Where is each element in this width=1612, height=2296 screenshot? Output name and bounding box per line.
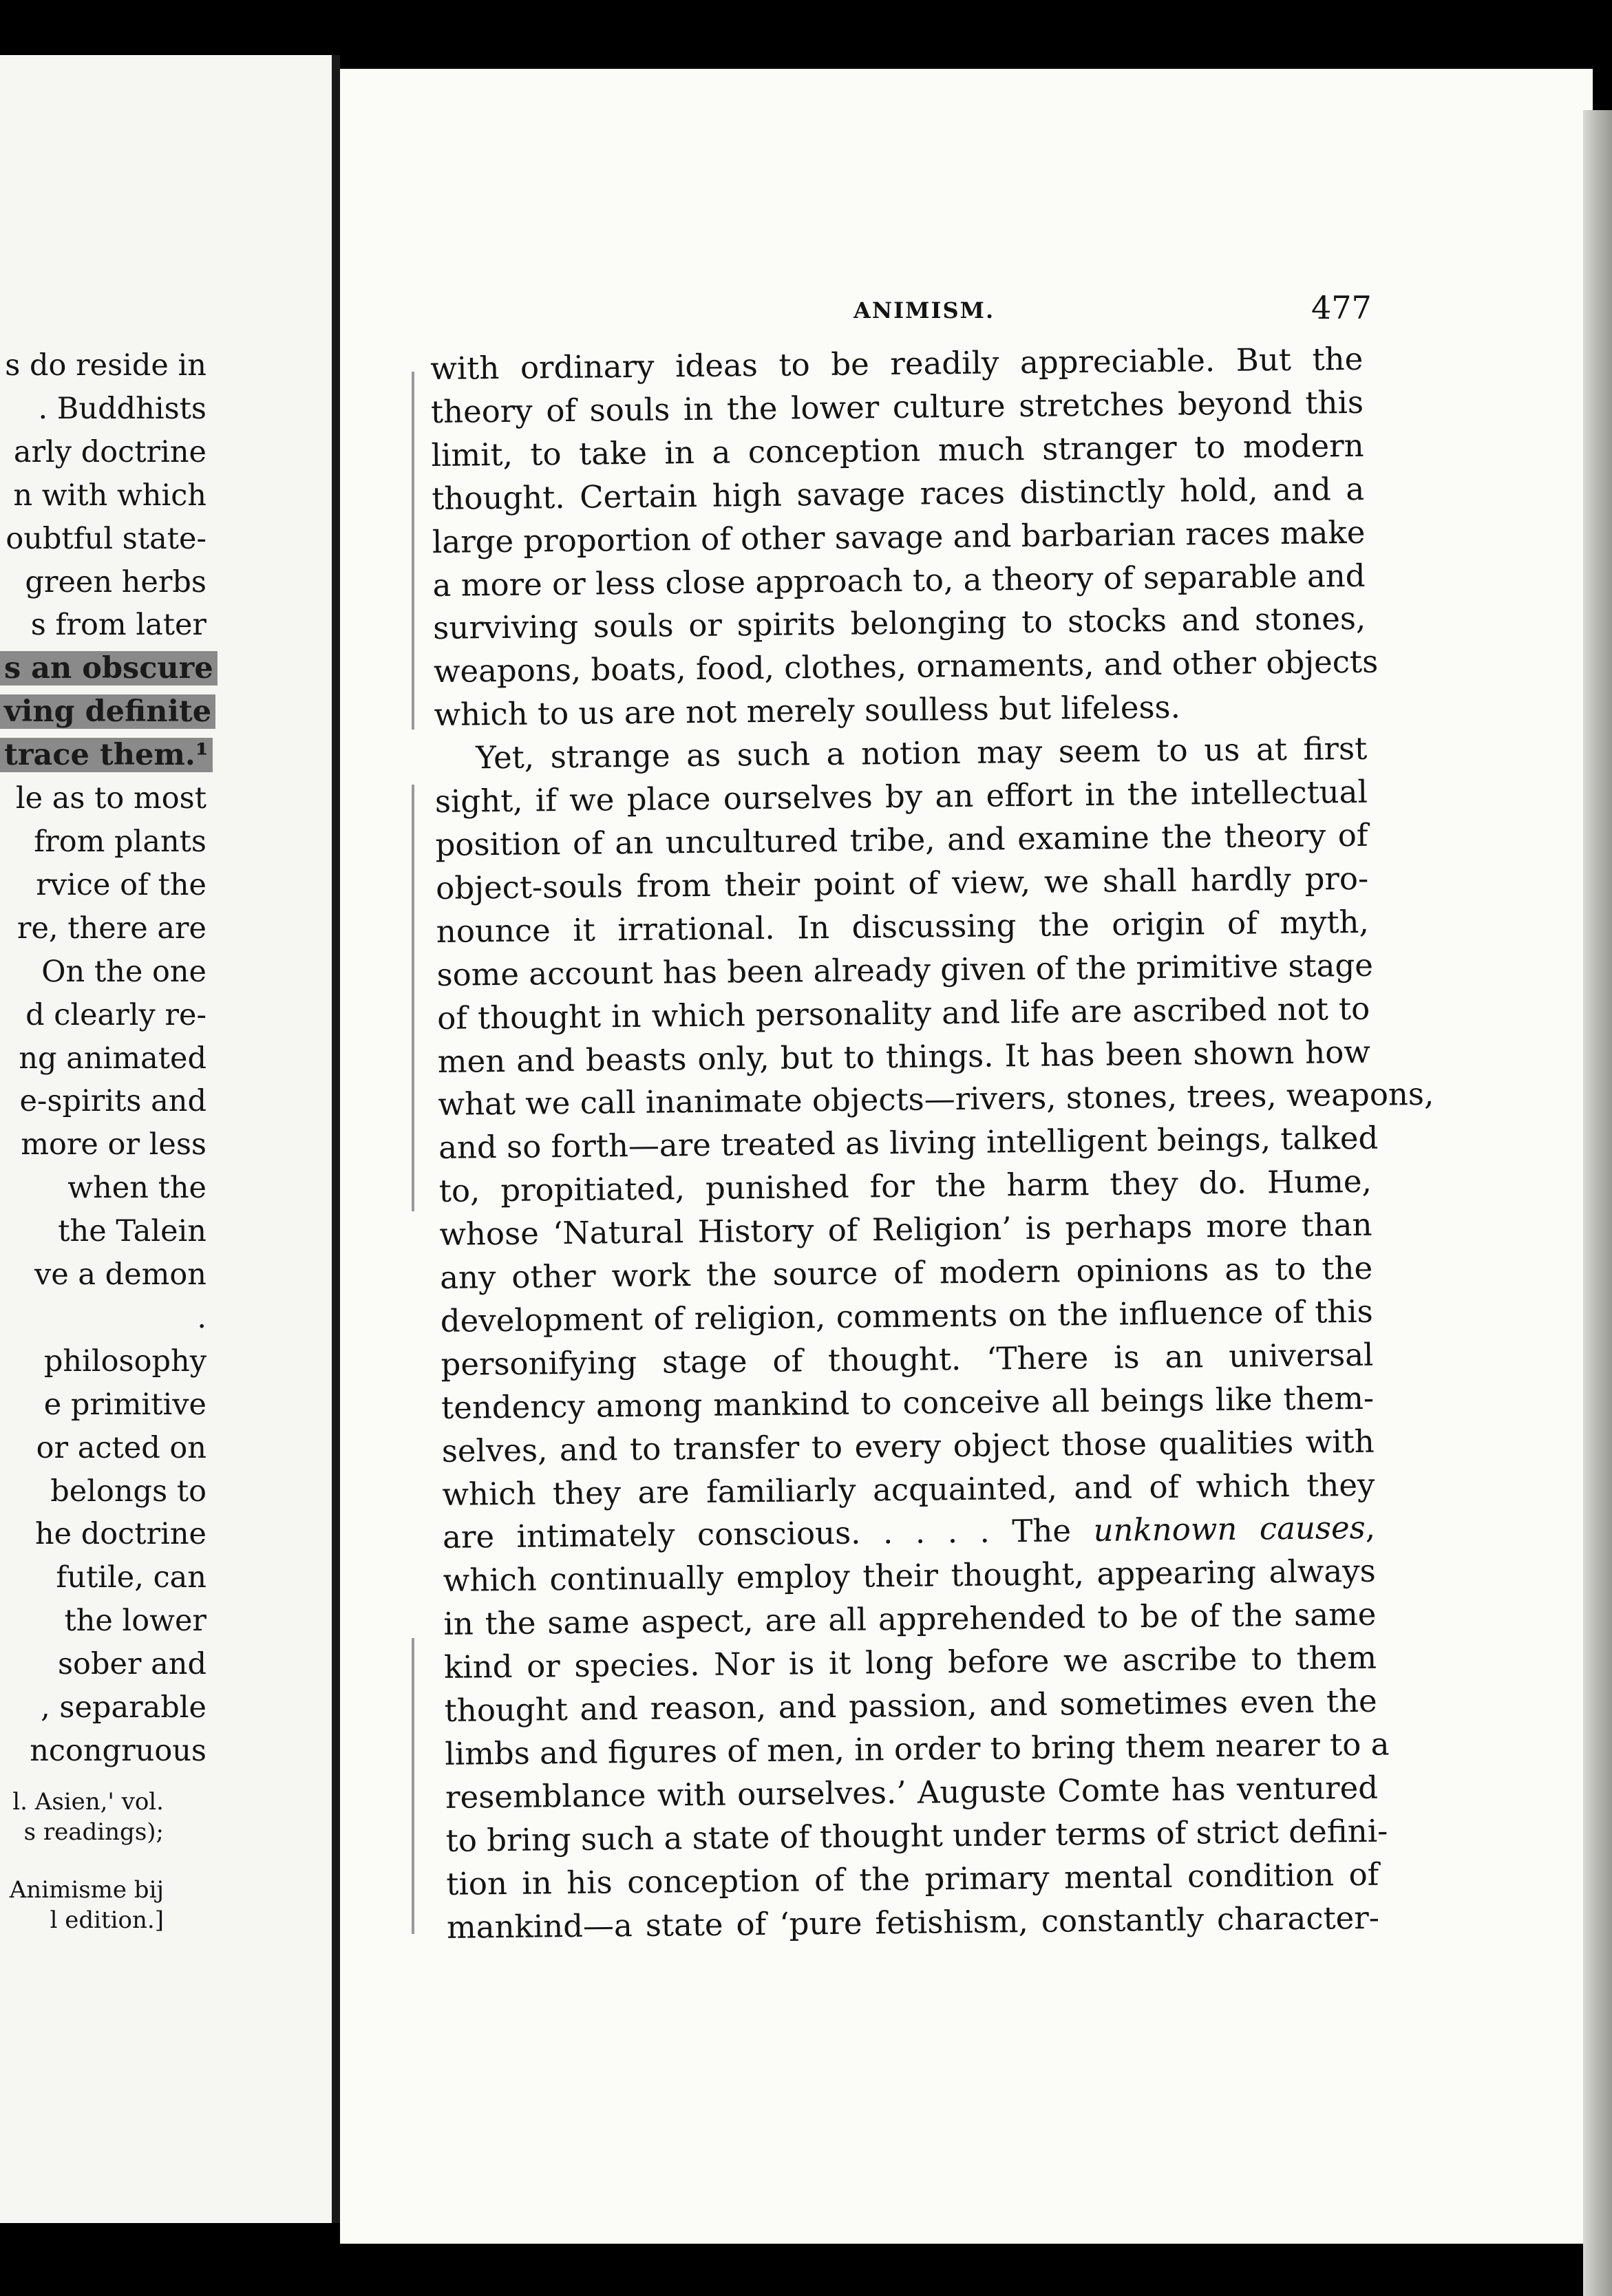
left-page-footnote-fragment <box>0 1787 164 1935</box>
text-line: thought. Certain high savage races distinctly hold, and a <box>432 470 1365 517</box>
text-line: object-souls from their point of view, we shall hardly pro- <box>435 860 1369 906</box>
text-line: limit, to take in a conception much stranger to modern <box>431 427 1364 474</box>
text-line: which continually employ their thought, appearing always <box>443 1553 1376 1599</box>
text-line: a more or less close approach to, a theory of separable and <box>432 557 1366 604</box>
text-line: surviving souls or spirits belonging to stocks and stones, <box>432 600 1366 647</box>
book-gutter <box>332 55 340 2223</box>
fragment-line: s an obscure <box>0 647 206 690</box>
text-line: personifying stage of thought. ‘There is an universal <box>441 1336 1374 1383</box>
fragment-line: s do reside in <box>5 348 206 383</box>
fragment-line: belongs to <box>50 1474 206 1509</box>
page-edges <box>1583 110 1612 2296</box>
margin-pencil-mark <box>412 372 414 730</box>
text-line: and so forth—are treated as living intelligent beings, talked <box>438 1119 1379 1167</box>
footnote-line: Animisme bij <box>9 1876 164 1904</box>
text-line: limbs and figures of men, in order to bring them nearer to a <box>445 1725 1390 1772</box>
text-line: men and beasts only, but to things. It has been shown how <box>437 1033 1371 1080</box>
left-page-text-fragment <box>0 344 213 1773</box>
text-line: tion in his conception of the primary mental condition of <box>446 1856 1379 1902</box>
fragment-line: arly doctrine <box>13 434 206 469</box>
text-line: weapons, boats, food, clothes, ornaments, and other objects <box>433 643 1379 690</box>
running-head: ANIMISM. <box>853 297 995 323</box>
fragment-line: he doctrine <box>34 1517 206 1552</box>
text-line: mankind—a state of ‘pure fetishism, constantly character- <box>446 1899 1380 1946</box>
fragment-line: ncongruous <box>30 1734 206 1768</box>
text-line: large proportion of other savage and barbarian races make <box>432 513 1366 560</box>
text-line: resemblance with ourselves.’ Auguste Comte has ventured <box>445 1769 1379 1816</box>
fragment-line: . Buddhists <box>38 391 206 426</box>
fragment-line: re, there are <box>17 911 206 946</box>
text-line: with ordinary ideas to be readily appreciable. But the <box>430 340 1364 387</box>
body-text <box>430 338 1434 1950</box>
fragment-line: ng animated <box>19 1041 206 1076</box>
text-line: Yet, strange as such a notion may seem to us at first <box>475 730 1368 776</box>
margin-pencil-mark <box>412 1638 414 1934</box>
fragment-line: oubtful state- <box>6 521 206 556</box>
fragment-line: n with which <box>13 478 206 513</box>
fragment-line: green herbs <box>25 564 206 599</box>
text-line: theory of souls in the lower culture stretches beyond this <box>430 383 1364 430</box>
fragment-line: more or less <box>21 1127 206 1162</box>
text-line: to bring such a state of thought under terms of strict defini- <box>445 1812 1388 1859</box>
text-line: in the same aspect, are all apprehended to be of the same <box>443 1595 1377 1643</box>
fragment-line: futile, can <box>56 1560 206 1595</box>
text-line: what we call inanimate objects—rivers, stones, trees, weapons, <box>438 1076 1434 1123</box>
fragment-line: sober and <box>57 1647 206 1682</box>
footnote-line: l edition.] <box>50 1906 164 1934</box>
text-line: whose ‘Natural History of Religion’ is perhaps more than <box>439 1206 1372 1253</box>
text-line: which they are familiarly acquainted, and of which they <box>442 1466 1375 1513</box>
page-number: 477 <box>1311 289 1372 326</box>
fragment-line: e-spirits and <box>19 1084 206 1119</box>
text-line: kind or species. Nor is it long before we ascribe to them <box>443 1639 1377 1686</box>
fragment-line: d clearly re- <box>25 997 206 1032</box>
footnote-line: s readings); <box>23 1818 164 1846</box>
fragment-line: rvice of the <box>36 867 206 902</box>
text-line: of thought in which personality and life are ascribed not to <box>436 990 1370 1037</box>
margin-pencil-mark <box>412 785 414 1211</box>
text-line: nounce it irrational. In discussing the origin of myth, <box>436 903 1370 950</box>
fragment-line: , separable <box>41 1690 206 1725</box>
fragment-line: trace them.¹ <box>0 734 206 777</box>
text-line: sight, if we place ourselves by an effort in the intellectual <box>434 773 1368 820</box>
text-line: some account has been already given of the primitive stage <box>436 946 1374 993</box>
text-line: tendency among mankind to conceive all beings like them- <box>441 1379 1375 1426</box>
fragment-line: ve a demon <box>34 1257 206 1293</box>
fragment-line: s from later <box>30 608 206 643</box>
fragment-line: philosophy <box>43 1343 206 1379</box>
footnote-line: l. Asien,' vol. <box>12 1788 164 1816</box>
text-line: which to us are not merely soulless but lifeless. <box>434 688 1181 734</box>
fragment-line: le as to most <box>15 781 206 816</box>
fragment-line: . <box>197 1300 206 1335</box>
fragment-line: On the one <box>41 954 206 989</box>
text-line: position of an uncultured tribe, and examine the theory of <box>435 816 1368 863</box>
text-line: any other work the source of modern opinions as to the <box>439 1249 1373 1296</box>
fragment-line: the lower <box>64 1604 206 1639</box>
fragment-line: or acted on <box>36 1430 206 1465</box>
fragment-line: e primitive <box>43 1387 206 1422</box>
fragment-line: from plants <box>34 824 206 859</box>
fragment-line: when the <box>67 1171 206 1206</box>
text-line: thought and reason, and passion, and sometimes even the <box>444 1682 1377 1729</box>
text-line: are intimately conscious. . . . . The unknown causes, <box>442 1509 1376 1556</box>
text-line: to, propitiated, punished for the harm they do. Hume, <box>438 1162 1372 1210</box>
text-line: development of religion, comments on the influence of this <box>440 1293 1374 1339</box>
fragment-line: the Talein <box>58 1214 206 1249</box>
fragment-line: ving definite <box>0 690 206 734</box>
text-line: selves, and to transfer to every object those qualities with <box>441 1423 1375 1469</box>
